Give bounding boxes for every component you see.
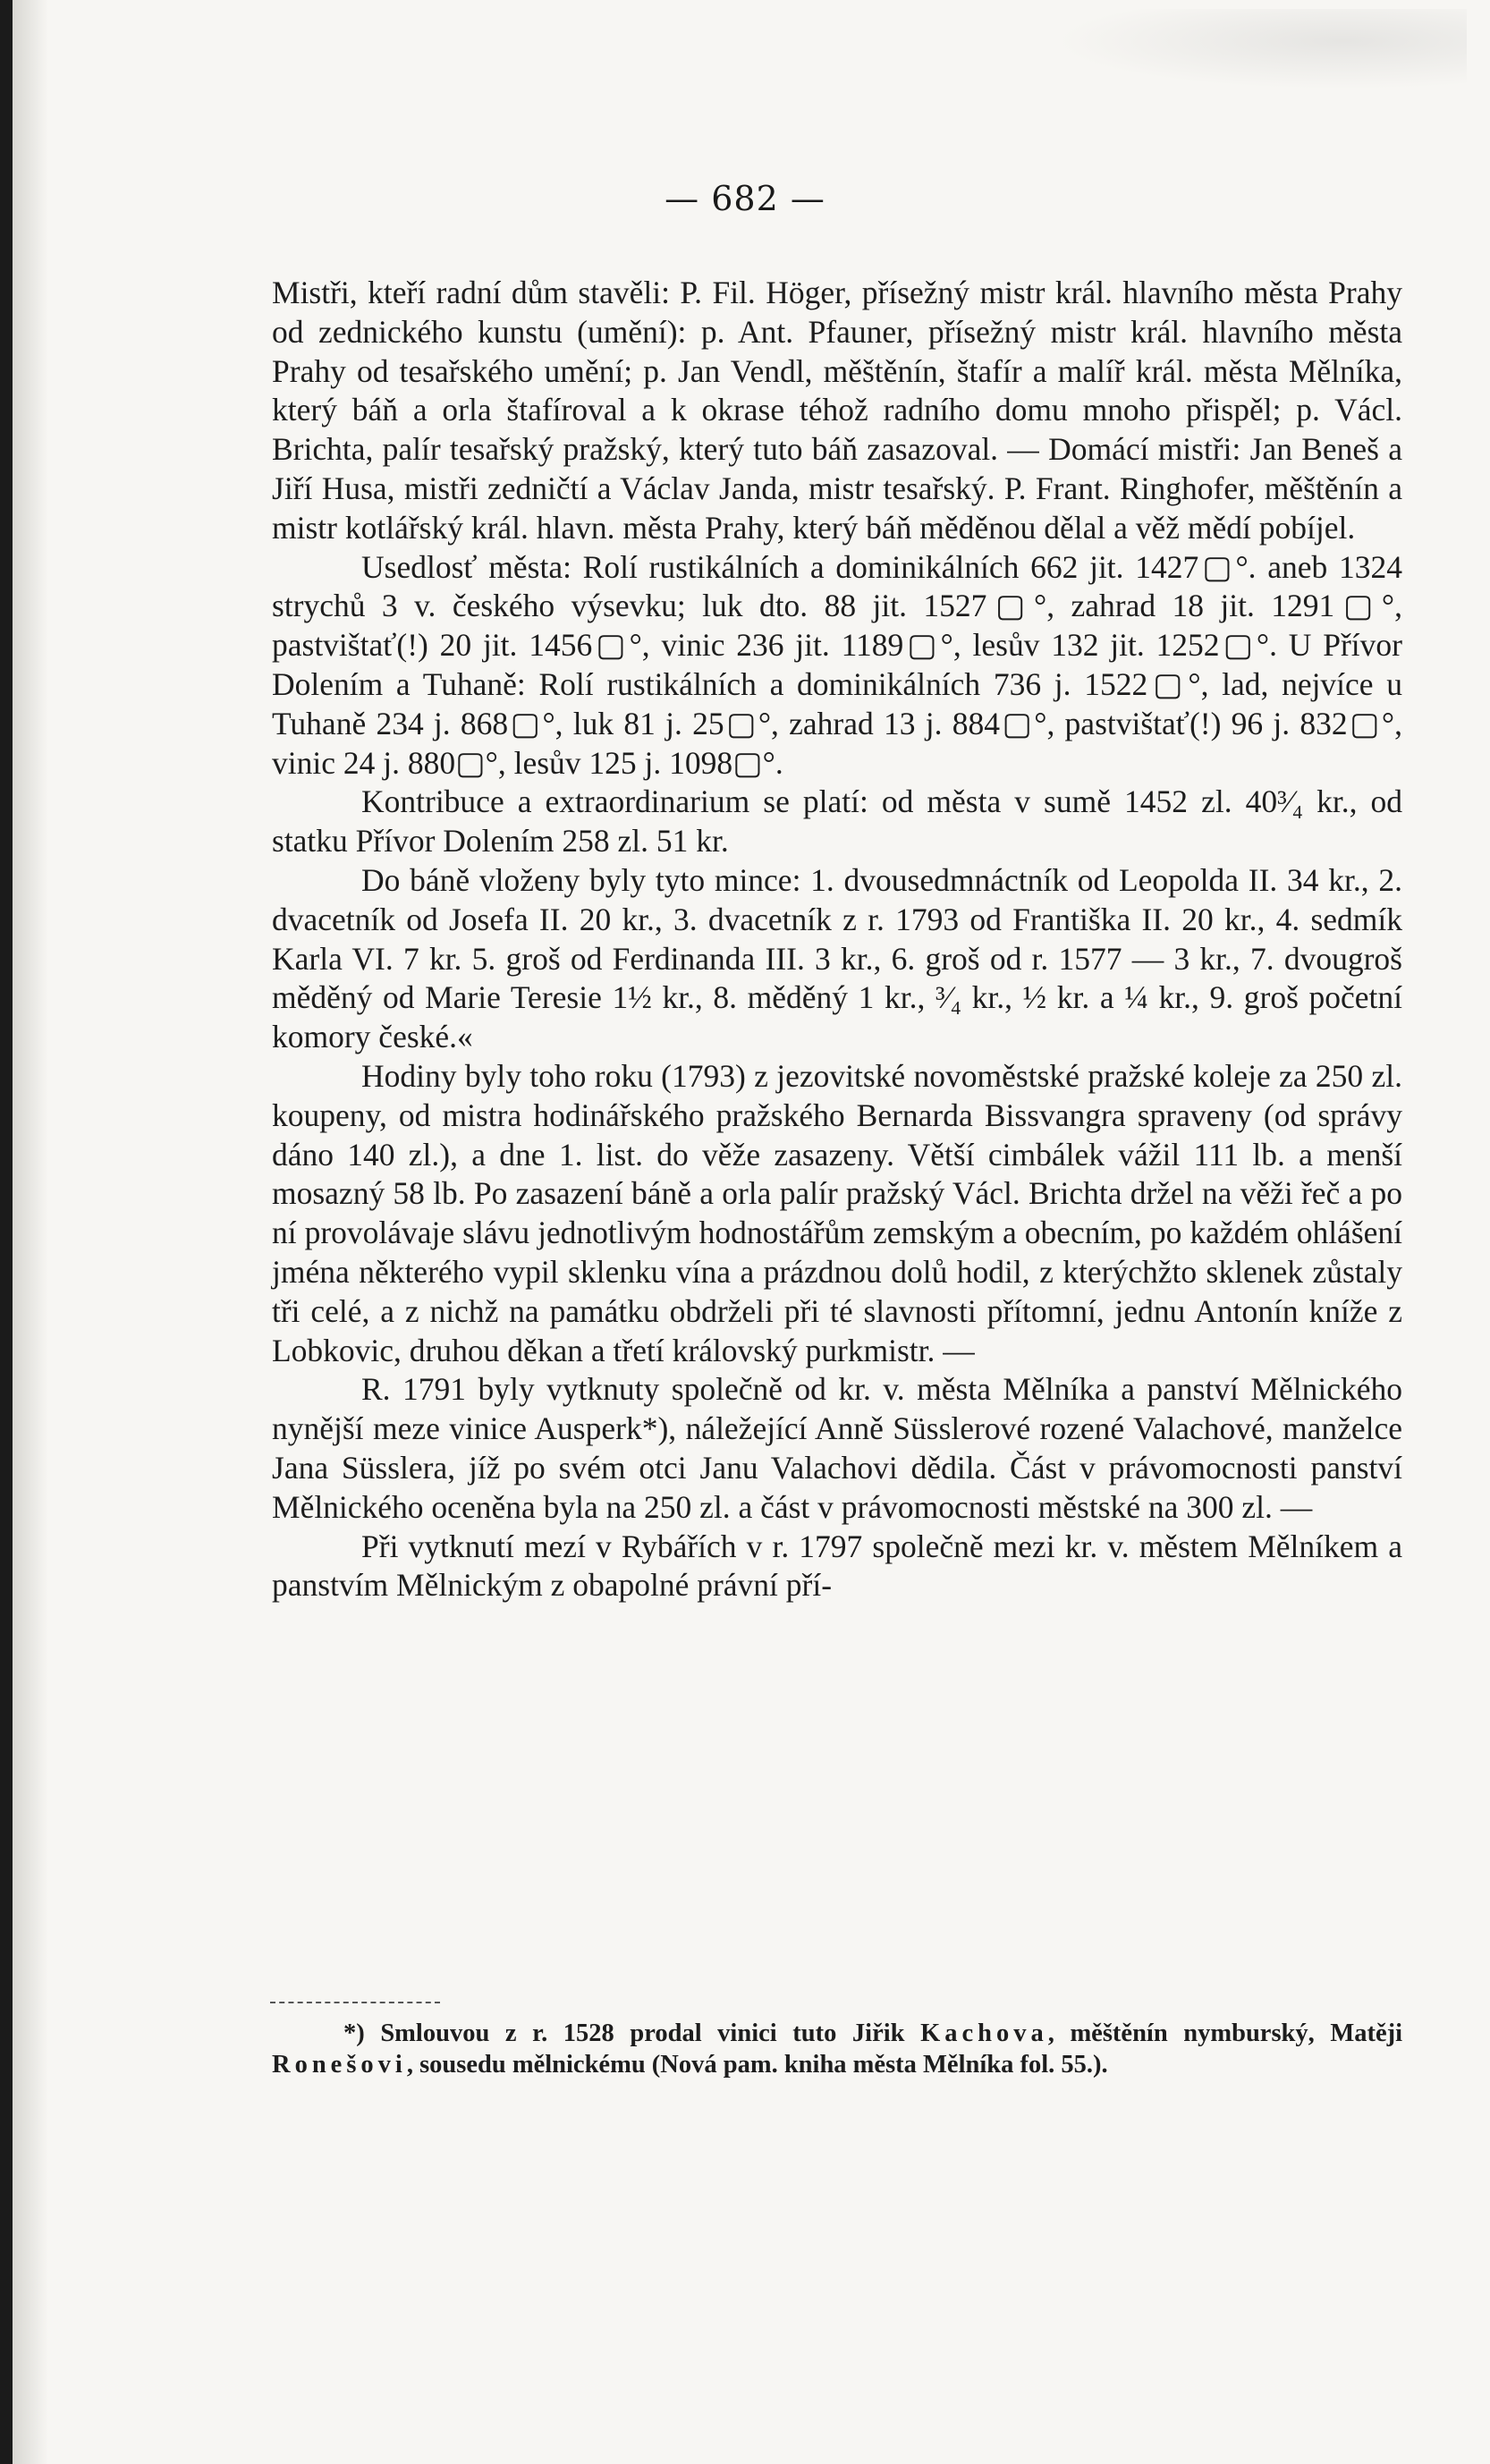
footnote [272,2018,1402,2080]
body-text [272,274,1402,1605]
footnote-text-2: , měštěnín nymburský, Matěji [1047,2019,1403,2047]
paragraph-coins: Do báně vloženy byly tyto mince: 1. dvousedmnáctník od Leopolda II. 34 kr., 2. dvacetník od Josefa II. 20 kr., 3. dvacetník z r. 1793 od Františka II. 20 kr., 4. sedmík Karla VI. 7 kr. 5. groš od Ferdinanda III. 3 kr., 6. groš od r. 1577 — 3 kr., 7. dvougroš měděný od Marie Teresie 1½ kr., 8. měděný 1 kr., ³⁄₄ kr., ½ kr. a ¼ kr., 9. groš početní komory české.« [272,861,1402,1055]
page-number: — 682 — [665,179,825,218]
paragraph-contribution: Kontribuce a extraordinarium se platí: od města v sumě 1452 zl. 40³⁄₄ kr., od statku Přívor Dolením 258 zl. 51 kr. [272,783,1402,859]
paragraph-boundaries: Při vytknutí mezí v Rybářích v r. 1797 společně mezi kr. v. městem Mělníkem a panstvím Mělnickým z obapolné právní pří- [272,1528,1402,1604]
footnote-marker: *) [343,2019,365,2047]
page-binding-edge [0,0,13,2464]
paragraph-masters: Mistři, kteří radní dům stavěli: P. Fil. Höger, přísežný mistr král. hlavního města Prahy od zednického kunstu (umění): p. Ant. Pfauner, přísežný mistr král. hlavního města Prahy od tesařského umění; p. Jan Vendl, měštěnín, štafír a malíř král. města Mělníka, který báň a orla štafíroval a k okrase téhož radního domu mnoho přispěl; p. Václ. Brichta, palír tesařský pražský, který tuto báň zasazoval. — Domácí mistři: Jan Beneš a Jiří Husa, mistři zedničtí a Václav Janda, mistr tesařský. P. Frant. Ringhofer, měštěnín a mistr kotlářský král. hlavn. města Prahy, který báň měděnou dělal a věž mědí pobíjel. [272,275,1402,546]
paragraph-vineyard: R. 1791 byly vytknuty společně od kr. v. města Mělníka a panství Mělnického nynější meze vinice Ausperk*), náležející Anně Süsslerové rozené Valachové, manželce Jana Süsslera, jíž po svém otci Janu Valachovi dědila. Část v právomocnosti panství Mělnického oceněna byla na 250 zl. a část v právomocnosti městské na 300 zl. — [272,1371,1402,1525]
footnote-name-1: Kachova [920,2019,1048,2047]
paragraph-clock: Hodiny byly toho roku (1793) z jezovitské novoměstské pražské koleje za 250 zl. koupeny, od mistra hodinářského pražského Bernarda Bissvangra spraveny (od správy dáno 140 zl.), a dne 1. list. do věže zasazeny. Větší cimbálek vážil 111 lb. a menší mosazný 58 lb. Po zasazení báně a orla palír pražský Václ. Brichta držel na věži řeč a po ní provolávaje slávu jednotlivým hodnostářům zemským a obecním, po každém ohlášení jména některého vypil sklenku vína a prázdnou dolů hodil, z kterýchžto sklenek zůstaly tři celé, a z nichž na památku obdrželi při té slavnosti přítomní, jednu Antonín kníže z Lobkovic, druhou děkan a třetí královský purkmistr. — [272,1057,1402,1368]
paragraph-settlement: Usedlosť města: Rolí rustikálních a dominikálních 662 jit. 1427▢°. aneb 1324 strychů 3 v. českého výsevku; luk dto. 88 jit. 1527▢°, zahrad 18 jit. 1291▢°, pastvištať(!) 20 jit. 1456▢°, vinic 236 jit. 1189▢°, lesův 132 jit. 1252▢°. U Přívor Dolením a Tuhaně: Rolí rustikálních a dominikálních 736 j. 1522▢°, lad, nejvíce u Tuhaně 234 j. 868▢°, luk 81 j. 25▢°, zahrad 13 j. 884▢°, pastvištať(!) 96 j. 832▢°, vinic 24 j. 880▢°, lesův 125 j. 1098▢°. [272,548,1402,781]
page-edge-shadow [13,0,48,2464]
footnote-divider [270,2002,440,2003]
scan-smudge [1055,9,1467,89]
footnote-name-2: Ronešovi [272,2051,407,2079]
footnote-text-3: , sousedu mělnickému (Nová pam. kniha města Mělníka fol. 55.). [406,2051,1108,2079]
footnote-text-1: Smlouvou z r. 1528 prodal vinici tuto Jiřik [380,2019,905,2047]
